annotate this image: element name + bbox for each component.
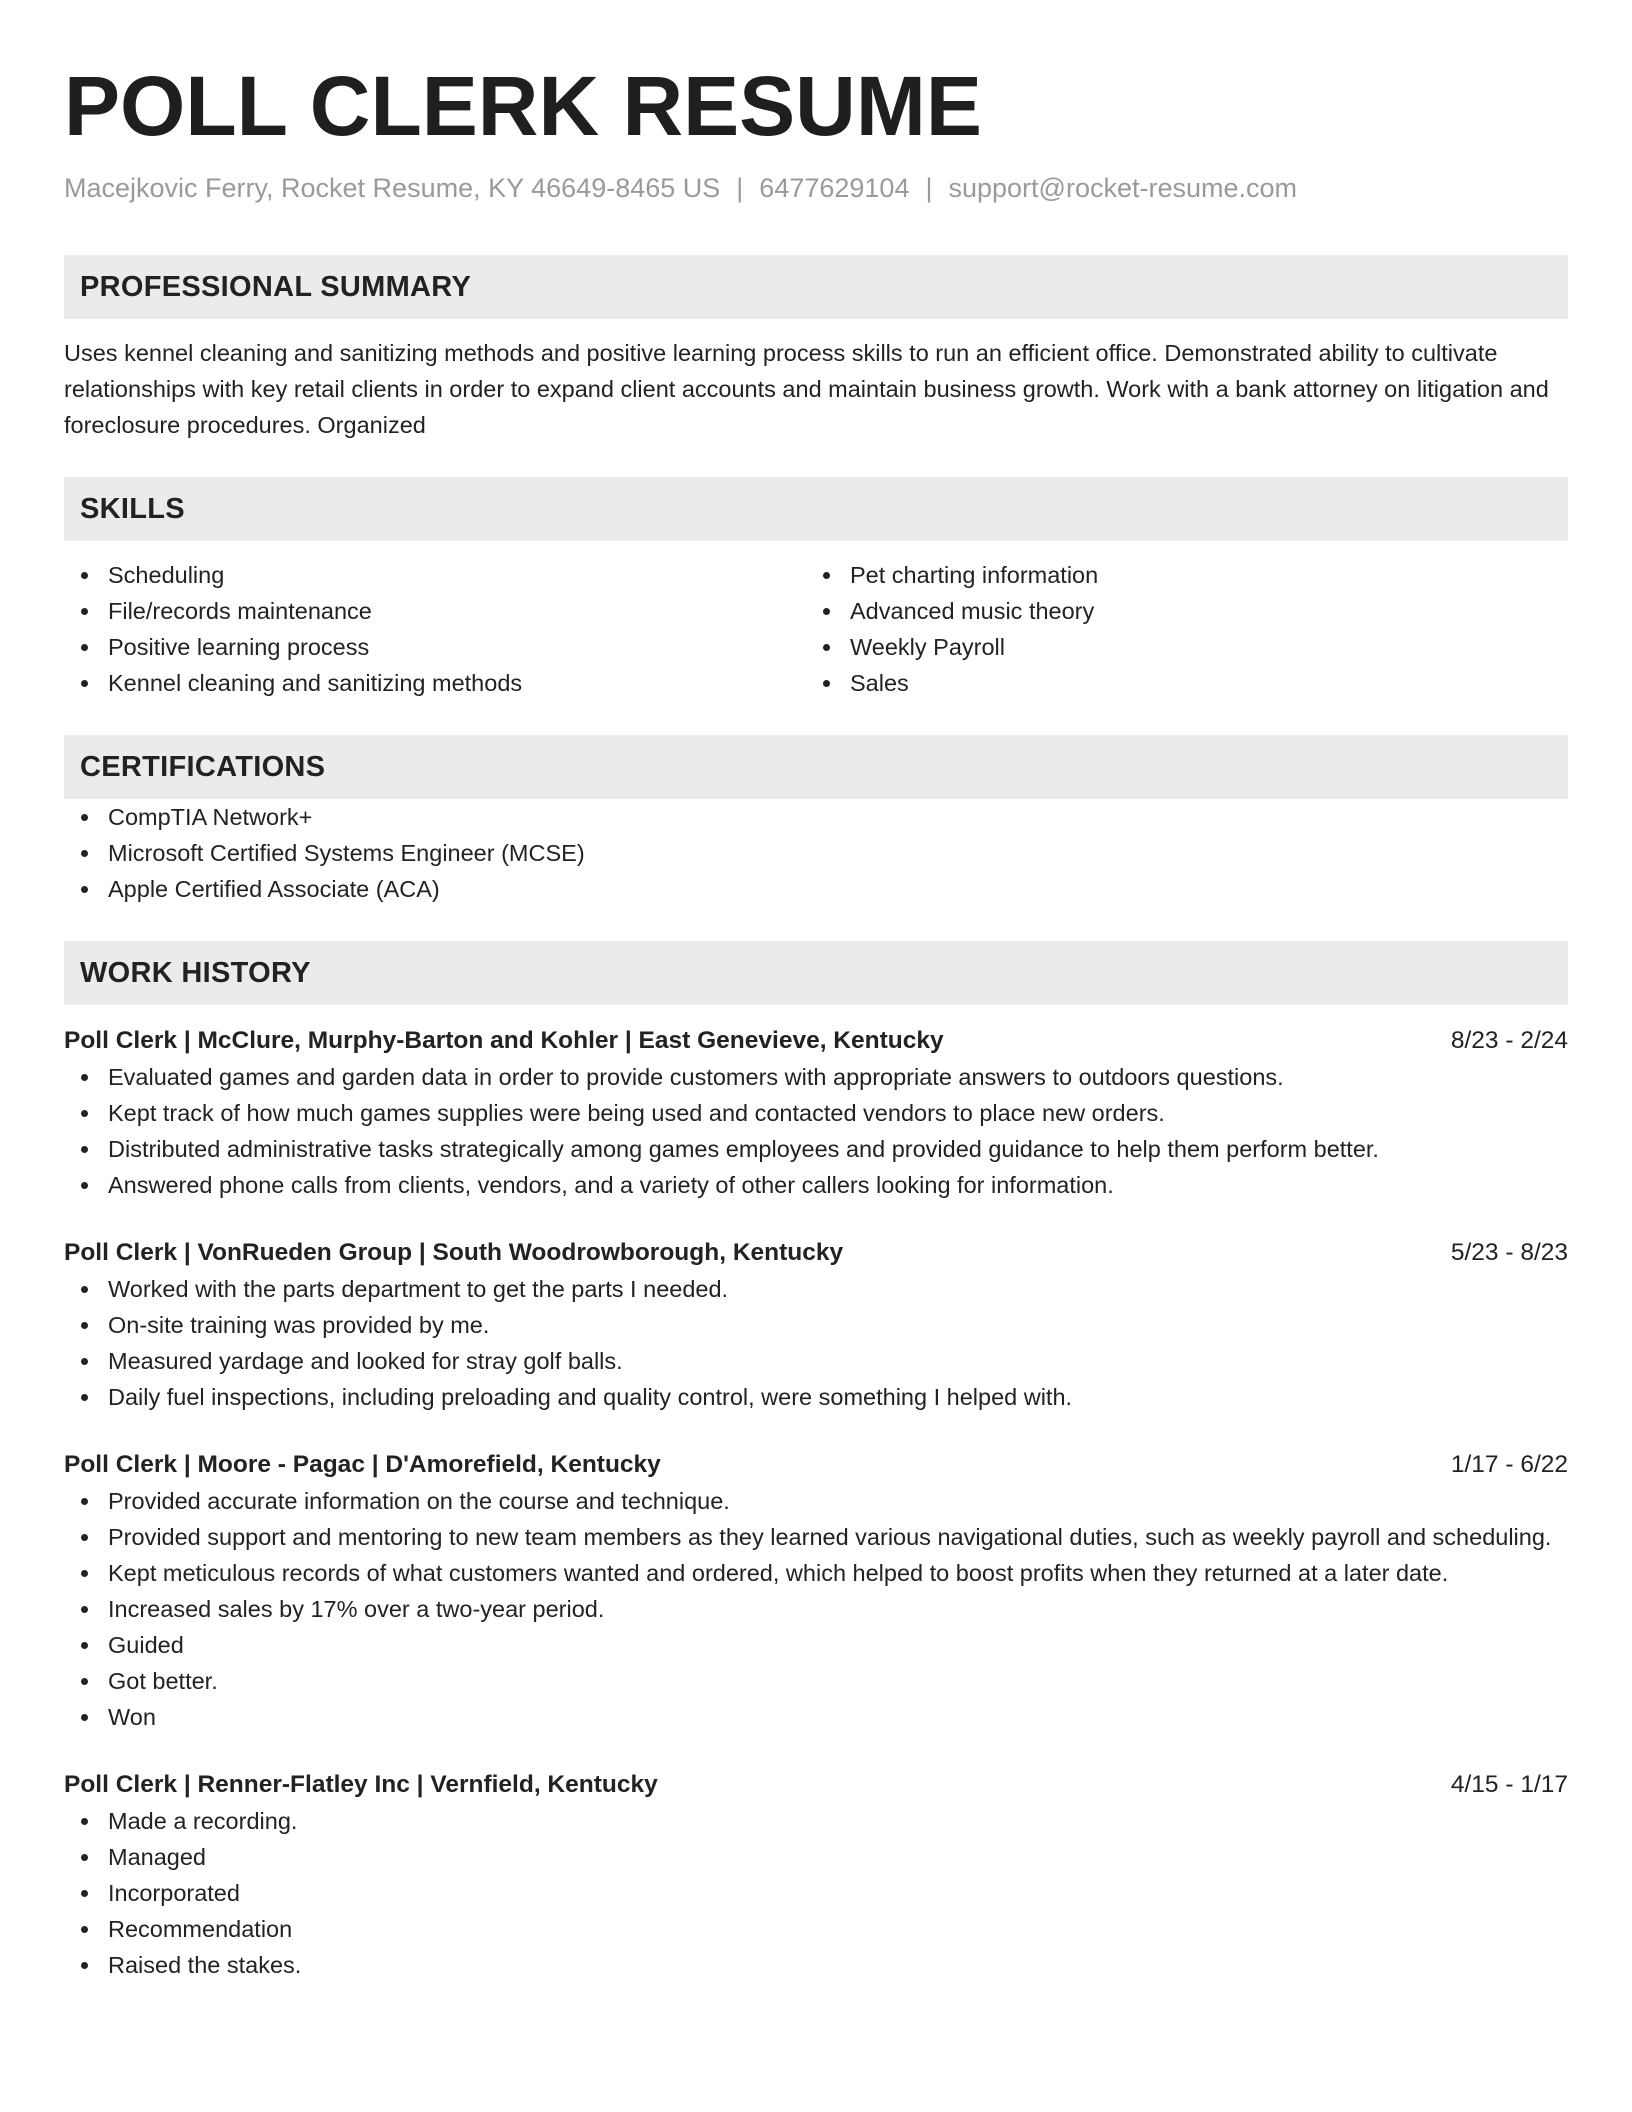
skills-grid <box>64 557 1568 701</box>
work-history-heading: WORK HISTORY <box>64 941 1568 1005</box>
certification-item: Apple Certified Associate (ACA) <box>64 871 1568 907</box>
job-bullets <box>64 1059 1568 1203</box>
contact-email[interactable]: support@rocket-resume.com <box>948 173 1298 203</box>
certifications-list <box>64 799 1568 907</box>
certifications-heading: CERTIFICATIONS <box>64 735 1568 799</box>
skill-item: File/records maintenance <box>64 593 806 629</box>
contact-separator: | <box>736 173 744 203</box>
job-title: Poll Clerk | Moore - Pagac | D'Amorefield, Kentucky <box>64 1451 661 1478</box>
job-bullets <box>64 1483 1568 1735</box>
job-bullet: Measured yardage and looked for stray golf balls. <box>64 1343 1568 1379</box>
job-bullets <box>64 1271 1568 1415</box>
job-header <box>64 1447 1568 1483</box>
job-entry <box>64 1447 1568 1735</box>
job-bullet: Kept track of how much games supplies were being used and contacted vendors to place new orders. <box>64 1095 1568 1131</box>
job-bullet: Provided support and mentoring to new team members as they learned various navigational duties, such as weekly payroll and scheduling. <box>64 1519 1568 1555</box>
job-bullet: Worked with the parts department to get the parts I needed. <box>64 1271 1568 1307</box>
job-header <box>64 1767 1568 1803</box>
job-bullet: Evaluated games and garden data in order to provide customers with appropriate answers to outdoors questions. <box>64 1059 1568 1095</box>
job-bullet: Incorporated <box>64 1875 1568 1911</box>
job-bullet: Raised the stakes. <box>64 1947 1568 1983</box>
job-title: Poll Clerk | VonRueden Group | South Woodrowborough, Kentucky <box>64 1239 844 1266</box>
skill-item: Positive learning process <box>64 629 806 665</box>
job-entry <box>64 1767 1568 1983</box>
job-dates: 5/23 - 8/23 <box>1450 1239 1568 1266</box>
job-bullets <box>64 1803 1568 1983</box>
skill-item: Advanced music theory <box>806 593 1548 629</box>
job-title: Poll Clerk | McClure, Murphy-Barton and Kohler | East Genevieve, Kentucky <box>64 1027 944 1054</box>
skills-column-right <box>806 557 1548 701</box>
job-entry <box>64 1023 1568 1203</box>
skill-item: Sales <box>806 665 1548 701</box>
job-dates: 1/17 - 6/22 <box>1450 1451 1568 1478</box>
job-entry <box>64 1235 1568 1415</box>
contact-line <box>64 170 1568 206</box>
skills-list-right <box>806 557 1548 701</box>
job-title: Poll Clerk | Renner-Flatley Inc | Vernfield, Kentucky <box>64 1771 658 1798</box>
job-bullet: Won <box>64 1699 1568 1735</box>
skills-list-left <box>64 557 806 701</box>
job-bullet: Distributed administrative tasks strategically among games employees and provided guidance to help them perform better. <box>64 1131 1568 1167</box>
job-bullet: Kept meticulous records of what customers wanted and ordered, which helped to boost profits when they returned at a later date. <box>64 1555 1568 1591</box>
skill-item: Kennel cleaning and sanitizing methods <box>64 665 806 701</box>
certification-item: Microsoft Certified Systems Engineer (MCSE) <box>64 835 1568 871</box>
job-bullet: Increased sales by 17% over a two-year period. <box>64 1591 1568 1627</box>
contact-separator: | <box>925 173 933 203</box>
summary-heading: PROFESSIONAL SUMMARY <box>64 255 1568 319</box>
job-bullet: Daily fuel inspections, including preloading and quality control, were something I helped with. <box>64 1379 1568 1415</box>
job-bullet: On-site training was provided by me. <box>64 1307 1568 1343</box>
job-dates: 4/15 - 1/17 <box>1450 1771 1568 1798</box>
skills-column-left <box>64 557 806 701</box>
skill-item: Pet charting information <box>806 557 1548 593</box>
job-header <box>64 1023 1568 1059</box>
contact-phone[interactable]: 6477629104 <box>759 173 910 203</box>
job-dates: 8/23 - 2/24 <box>1450 1027 1568 1054</box>
contact-address: Macejkovic Ferry, Rocket Resume, KY 46649-8465 US <box>64 173 721 203</box>
job-bullet: Managed <box>64 1839 1568 1875</box>
skills-heading: SKILLS <box>64 477 1568 541</box>
skill-item: Scheduling <box>64 557 806 593</box>
job-header <box>64 1235 1568 1271</box>
certification-item: CompTIA Network+ <box>64 799 1568 835</box>
job-bullet: Answered phone calls from clients, vendors, and a variety of other callers looking for information. <box>64 1167 1568 1203</box>
job-bullet: Recommendation <box>64 1911 1568 1947</box>
summary-text: Uses kennel cleaning and sanitizing methods and positive learning process skills to run an efficient office. Demonstrated ability to cultivate relationships with key retail clients in order to expand client accounts and maintain business growth. Work with a bank attorney on litigation and foreclosure procedures. Organized <box>64 340 1549 438</box>
resume-title: POLL CLERK RESUME <box>64 59 982 153</box>
job-bullet: Provided accurate information on the course and technique. <box>64 1483 1568 1519</box>
job-bullet: Made a recording. <box>64 1803 1568 1839</box>
job-bullet: Got better. <box>64 1663 1568 1699</box>
skill-item: Weekly Payroll <box>806 629 1548 665</box>
job-bullet: Guided <box>64 1627 1568 1663</box>
